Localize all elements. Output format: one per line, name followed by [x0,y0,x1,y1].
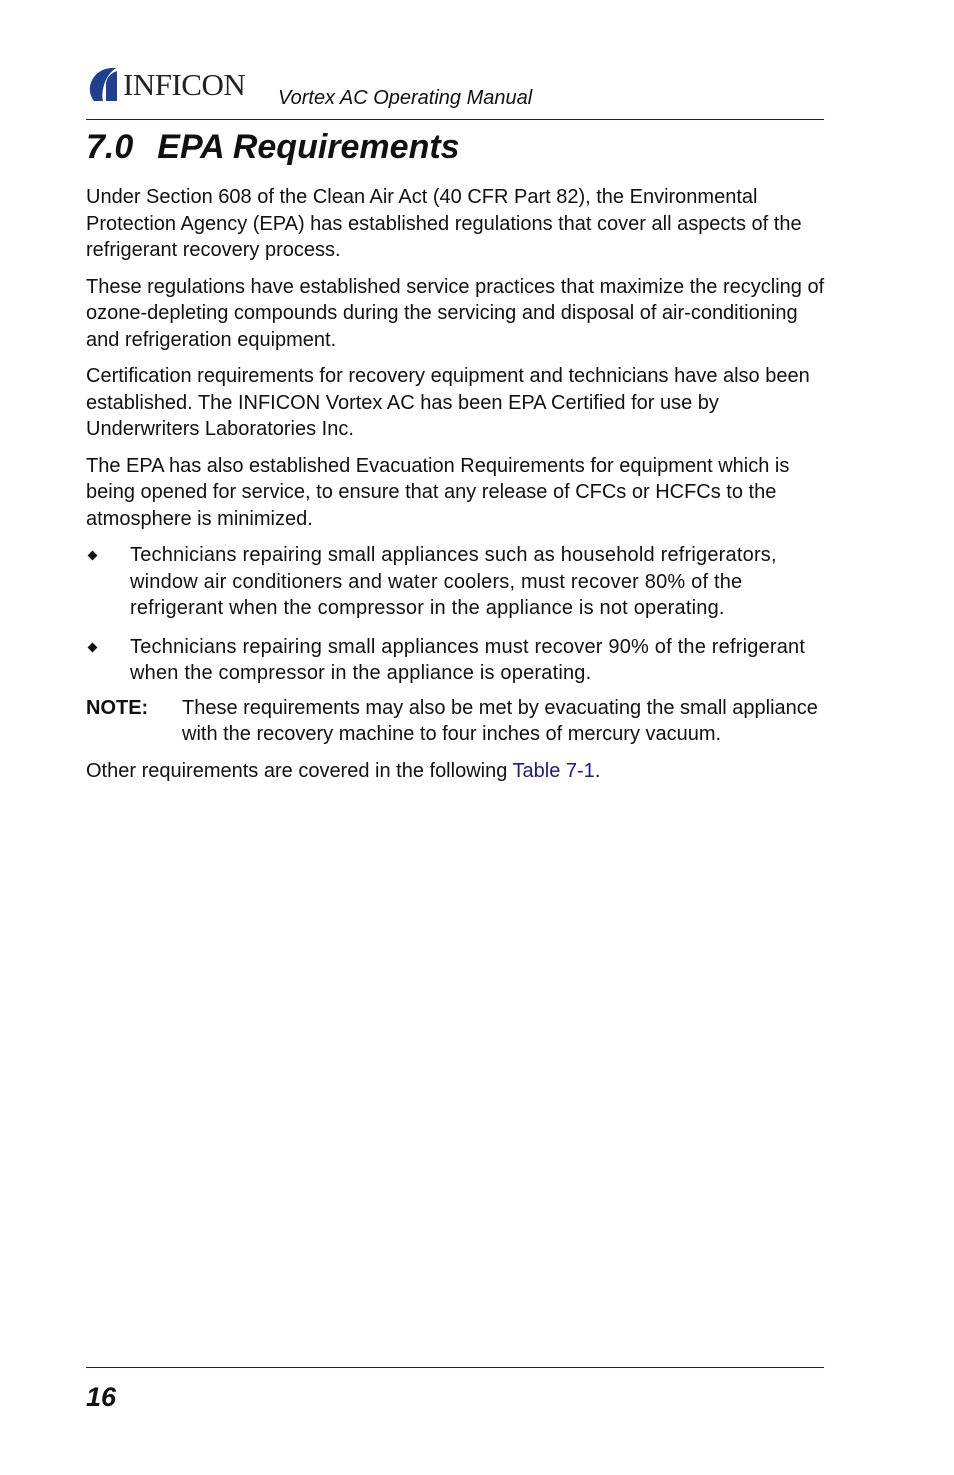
paragraph: These regulations have established service practices that maximize the recycling of ozone-depleting compounds during the servicing and disposal of air-conditioning and refrigeration equipment. [86,275,825,351]
inficon-logo-mark-icon [86,65,120,103]
manual-title: Vortex AC Operating Manual [278,87,533,109]
note-text: These requirements may also be met by evacuating the small appliance with the recovery machine to four inches of mercury vacuum. [182,696,818,745]
section-number: 7.0 [86,128,134,166]
closing-period: . [594,759,601,782]
page-header [86,62,824,120]
page-number: 16 [86,1382,117,1412]
note-block [86,695,826,748]
paragraph: Under Section 608 of the Clean Air Act (40 CFR Part 82), the Environmental Protection Agency (EPA) has established regulations that cover all aspects of the refrigerant recovery process. [86,186,802,261]
footer-divider [86,1367,824,1368]
paragraph: Certification requirements for recovery equipment and technicians have also been established. The INFICON Vortex AC has been EPA Certified for use by Underwriters Laboratories Inc. [86,365,810,440]
closing-paragraph [86,758,826,785]
requirements-list [86,542,826,687]
list-item [86,634,826,687]
inficon-logo [86,64,245,104]
list-item-text: Technicians repairing small appliances such as household refrigerators, window air conditioners and water coolers, must recover 80% of the refrigerant when the compressor in the appliance is not operating. [130,544,777,619]
page-title [86,128,460,167]
note-label: NOTE: [86,696,149,719]
table-7-1-link[interactable]: Table 7-1 [512,759,595,782]
closing-text: Other requirements are covered in the following [86,759,513,782]
paragraph: The EPA has also established Evacuation Requirements for equipment which is being opened for service, to ensure that any release of CFCs or HCFCs to the atmosphere is minimized. [86,454,790,530]
diamond-bullet-icon [88,551,98,561]
inficon-logo-text: INFICON [123,66,246,102]
header-divider [86,119,824,120]
list-item [86,542,826,622]
diamond-bullet-icon [88,642,98,652]
body-content [86,184,826,794]
section-title: EPA Requirements [157,128,460,166]
list-item-text: Technicians repairing small appliances must recover 90% of the refrigerant when the compressor in the appliance is operating. [130,635,806,684]
